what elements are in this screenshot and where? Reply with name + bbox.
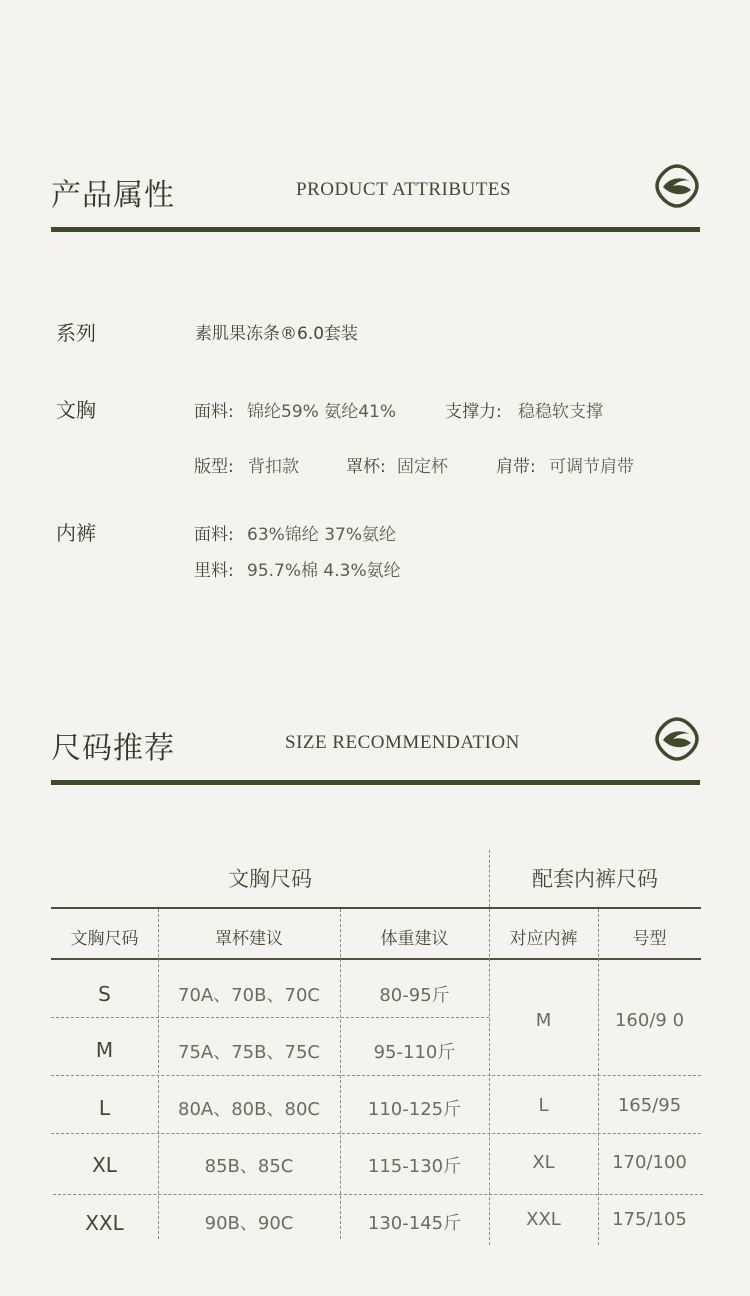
cup-cell: 70A、70B、70C bbox=[178, 985, 320, 1006]
row-divider bbox=[53, 1194, 703, 1195]
table-rule bbox=[51, 907, 701, 909]
panty-lining-value: 95.7%棉 4.3%氨纶 bbox=[247, 561, 401, 581]
bra-cup-value: 固定杯 bbox=[397, 457, 448, 477]
column-divider bbox=[340, 909, 341, 1239]
bra-label: 文胸 bbox=[56, 398, 96, 422]
section-title-cn: 产品属性 bbox=[51, 178, 175, 213]
bra-style-key: 版型: bbox=[194, 457, 234, 477]
cup-cell: 90B、90C bbox=[204, 1213, 294, 1234]
panty-spec-cell: 175/105 bbox=[612, 1209, 687, 1230]
size-table bbox=[51, 850, 701, 1245]
panty-size-cell: L bbox=[538, 1095, 549, 1116]
weight-cell: 110-125斤 bbox=[367, 1099, 462, 1120]
col-header: 体重建议 bbox=[380, 929, 449, 949]
section-divider bbox=[51, 227, 700, 232]
section-title-cn: 尺码推荐 bbox=[51, 731, 175, 766]
weight-cell: 115-130斤 bbox=[367, 1156, 462, 1177]
cup-cell: 80A、80B、80C bbox=[178, 1099, 320, 1120]
bra-size-cell: M bbox=[95, 1038, 114, 1062]
bra-fabric-value: 锦纶59% 氨纶41% bbox=[247, 402, 396, 422]
panty-label: 内裤 bbox=[56, 521, 96, 545]
cup-cell: 75A、75B、75C bbox=[178, 1042, 320, 1063]
panty-lining-key: 里料: bbox=[194, 561, 234, 581]
series-value: 素肌果冻条®6.0套装 bbox=[195, 324, 359, 344]
bra-size-cell: XL bbox=[92, 1153, 117, 1177]
bra-style-value: 背扣款 bbox=[248, 457, 299, 477]
bra-support-key: 支撑力: bbox=[445, 402, 502, 422]
col-header: 号型 bbox=[632, 929, 667, 949]
weight-cell: 130-145斤 bbox=[367, 1213, 462, 1234]
col-header: 对应内裤 bbox=[509, 929, 578, 949]
bra-strap-value: 可调节肩带 bbox=[549, 457, 634, 477]
bra-size-cell: XXL bbox=[85, 1211, 124, 1235]
col-header: 罩杯建议 bbox=[215, 929, 283, 949]
panty-spec-cell: 170/100 bbox=[612, 1152, 687, 1173]
panty-size-cell: M bbox=[535, 1010, 552, 1031]
table-rule bbox=[51, 958, 701, 960]
panty-spec-cell: 165/95 bbox=[617, 1095, 682, 1116]
column-divider bbox=[158, 909, 159, 1239]
series-label: 系列 bbox=[56, 321, 96, 345]
section-header-size bbox=[51, 723, 700, 793]
section-header-attributes bbox=[51, 170, 700, 240]
panty-size-cell: XXL bbox=[526, 1209, 561, 1230]
bra-cup-key: 罩杯: bbox=[346, 457, 386, 477]
section-divider bbox=[51, 780, 700, 785]
row-divider bbox=[51, 1017, 489, 1018]
panty-fabric-key: 面料: bbox=[194, 525, 234, 545]
bra-fabric-key: 面料: bbox=[194, 402, 234, 422]
weight-cell: 80-95斤 bbox=[379, 985, 450, 1006]
row-divider bbox=[51, 1133, 701, 1134]
col-header: 文胸尺码 bbox=[70, 929, 139, 949]
section-title-en: SIZE RECOMMENDATION bbox=[285, 732, 520, 753]
bra-strap-key: 肩带: bbox=[496, 457, 536, 477]
weight-cell: 95-110斤 bbox=[373, 1042, 456, 1063]
panty-size-cell: XL bbox=[532, 1152, 555, 1173]
bra-size-cell: S bbox=[98, 982, 111, 1006]
group-header-panty: 配套内裤尺码 bbox=[532, 867, 658, 891]
panty-spec-cell: 160/9 0 bbox=[614, 1010, 685, 1031]
leaf-badge-icon bbox=[654, 716, 700, 762]
group-header-bra: 文胸尺码 bbox=[228, 867, 312, 891]
bra-size-cell: L bbox=[98, 1096, 111, 1120]
bra-support-value: 稳稳软支撑 bbox=[518, 402, 603, 422]
panty-fabric-value: 63%锦纶 37%氨纶 bbox=[247, 525, 396, 545]
section-title-en: PRODUCT ATTRIBUTES bbox=[296, 179, 512, 200]
column-divider bbox=[489, 850, 490, 907]
row-divider bbox=[51, 1075, 701, 1076]
leaf-badge-icon bbox=[654, 163, 700, 209]
cup-cell: 85B、85C bbox=[204, 1156, 294, 1177]
